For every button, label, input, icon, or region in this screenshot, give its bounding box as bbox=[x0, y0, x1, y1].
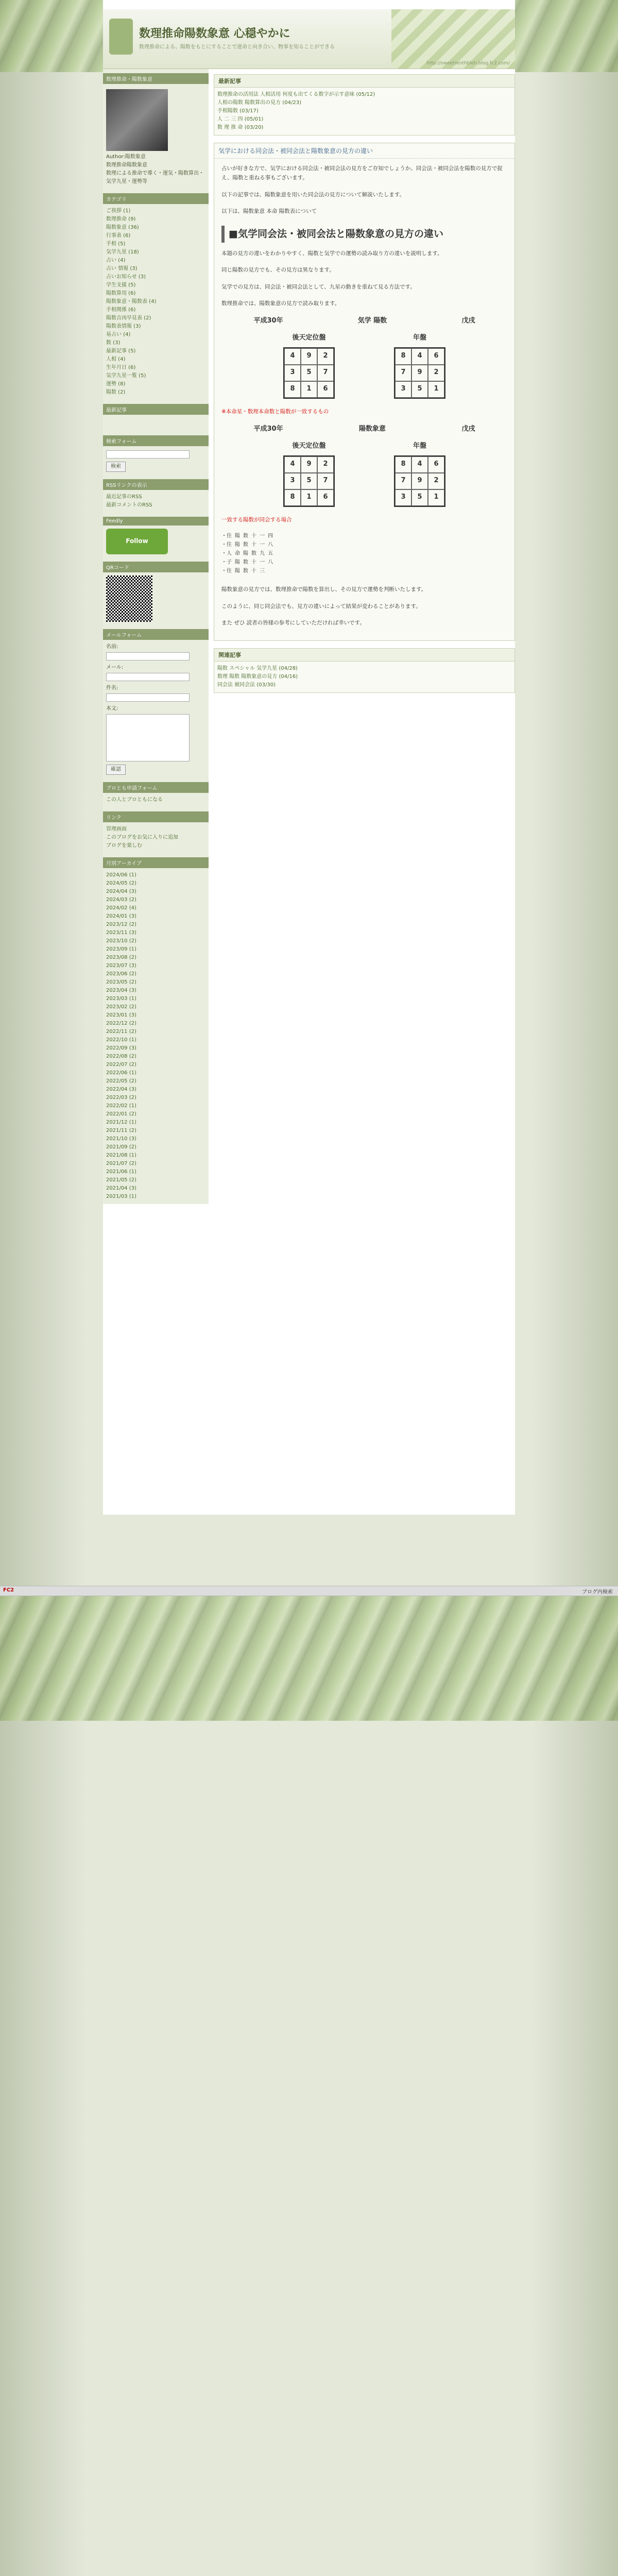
archive-item[interactable]: 2022/02 (1) bbox=[106, 1103, 136, 1109]
latest-item[interactable]: 人 二 三 四 (05/01) bbox=[217, 116, 264, 122]
search-input[interactable] bbox=[106, 450, 190, 459]
mail-subject-input[interactable] bbox=[106, 693, 190, 702]
closing-p1: 陽数象意の見方では、数理推命で陽数を算出し、その見方で運勢を判断いたします。 bbox=[221, 586, 427, 593]
category-item[interactable]: 行事表 (6) bbox=[106, 233, 131, 239]
fc2-logo[interactable]: FC2 bbox=[3, 1587, 14, 1593]
chart1-right bbox=[394, 330, 445, 399]
entry-body bbox=[214, 159, 514, 640]
qr-code bbox=[106, 575, 152, 622]
profile-image bbox=[106, 89, 168, 151]
grid-cell: 6 bbox=[317, 489, 334, 506]
category-item[interactable]: 数理推命 (9) bbox=[106, 216, 136, 222]
category-item[interactable]: 陽数算用 (6) bbox=[106, 291, 136, 296]
mail-name-label: 名前: bbox=[106, 644, 118, 650]
latest-sidebar-box bbox=[103, 415, 209, 431]
archive-item[interactable]: 2022/11 (2) bbox=[106, 1029, 136, 1035]
list-item: ・住 陽 数 十 一 八 bbox=[221, 542, 273, 548]
profile-sub: 数理推命陽数象意 bbox=[106, 162, 147, 168]
grid-cell: 4 bbox=[284, 348, 301, 365]
latest-sidebar-heading: 最新記事 bbox=[103, 404, 209, 415]
list-item: ・人 命 陽 数 九 五 bbox=[221, 551, 273, 556]
left-sidebar bbox=[103, 69, 209, 1204]
chart1-label-right: 年盤 bbox=[413, 334, 426, 342]
chart2-label-left: 後天定位盤 bbox=[292, 442, 326, 450]
category-item[interactable]: 最新記事 (5) bbox=[106, 348, 136, 354]
mail-address-input[interactable] bbox=[106, 673, 190, 681]
grid-cell: 3 bbox=[284, 365, 301, 381]
mail-subject-label: 件名: bbox=[106, 685, 118, 691]
latest-box bbox=[214, 74, 515, 135]
archive-item[interactable]: 2021/11 (2) bbox=[106, 1128, 136, 1133]
archive-item[interactable]: 2021/03 (1) bbox=[106, 1194, 136, 1199]
mail-form bbox=[103, 640, 209, 778]
related-link[interactable]: 数理 陽数 陽数象意の見方 (04/16) bbox=[217, 673, 298, 680]
mail-body-input[interactable] bbox=[106, 714, 190, 761]
grid-cell: 2 bbox=[317, 456, 334, 473]
category-item[interactable]: 気学九星一覧 (5) bbox=[106, 373, 146, 379]
grid-cell: 8 bbox=[284, 381, 301, 398]
related-list bbox=[214, 662, 514, 692]
archive-item[interactable]: 2022/07 (2) bbox=[106, 1062, 136, 1067]
related-heading: 関連記事 bbox=[214, 649, 514, 662]
main-content bbox=[214, 69, 515, 693]
category-item[interactable]: 陽数 (2) bbox=[106, 389, 126, 395]
site-logo bbox=[109, 19, 133, 55]
profile-heading: 数理推命・陽数象意 bbox=[103, 73, 209, 84]
rss-box bbox=[103, 490, 209, 513]
archive-item[interactable]: 2022/03 (2) bbox=[106, 1095, 136, 1100]
rss-heading: RSSリンクの表示 bbox=[103, 479, 209, 490]
magic-square-grid bbox=[394, 455, 445, 507]
magic-square-grid bbox=[283, 347, 335, 399]
mail-address-label: メール: bbox=[106, 665, 124, 670]
category-item[interactable]: 数 (3) bbox=[106, 340, 121, 346]
search-heading: 検索フォーム bbox=[103, 435, 209, 446]
grid-cell: 1 bbox=[428, 489, 444, 506]
chart2-title-right: 戊戌 bbox=[461, 425, 475, 433]
archive-item[interactable]: 2023/03 (1) bbox=[106, 996, 136, 1002]
category-item[interactable]: 易占い (4) bbox=[106, 332, 131, 337]
blogfriend-link[interactable]: この人とブロともになる bbox=[106, 797, 163, 803]
blogfriend-box bbox=[103, 793, 209, 807]
grid-cell: 9 bbox=[301, 348, 317, 365]
note-red-2: 一致する陽数が同会する場合 bbox=[221, 516, 292, 523]
rss-link-comments[interactable]: 最新コメントのRSS bbox=[106, 502, 152, 508]
category-item[interactable]: 陽数表情報 (3) bbox=[106, 324, 141, 329]
category-item[interactable]: 気学九星 (18) bbox=[106, 249, 139, 255]
archive-item[interactable]: 2023/10 (2) bbox=[106, 938, 136, 944]
categories-heading: カテゴリ bbox=[103, 193, 209, 204]
grid-cell: 9 bbox=[411, 365, 428, 381]
fc2-search-link[interactable]: ブログ内検索 bbox=[582, 1589, 613, 1595]
yang-list bbox=[221, 532, 507, 575]
grid-cell: 6 bbox=[428, 456, 444, 473]
site-subtitle: 数理推命による、陽数をもとにすることで運命と向き合い、物事を知ることができる bbox=[139, 44, 335, 50]
header-leaves bbox=[391, 9, 515, 69]
archive-item[interactable]: 2024/02 (4) bbox=[106, 905, 136, 911]
category-item[interactable]: 手相 (5) bbox=[106, 241, 126, 247]
grid-cell: 9 bbox=[411, 473, 428, 489]
chart2-title-mid: 陽数象意 bbox=[359, 425, 386, 433]
site-title[interactable]: 数理推命陽数象意 心穏やかに bbox=[139, 27, 290, 40]
magic-square-grid bbox=[394, 347, 445, 399]
category-item[interactable]: 占い 情報 (3) bbox=[106, 266, 138, 272]
chart1-title-mid: 気学 陽数 bbox=[357, 317, 387, 325]
archive-item[interactable]: 2022/12 (2) bbox=[106, 1021, 136, 1026]
grid-cell: 3 bbox=[395, 489, 411, 506]
profile-name: Author:陽数象意 bbox=[106, 154, 146, 160]
related-box bbox=[214, 648, 515, 693]
category-item[interactable]: 占いお知らせ (3) bbox=[106, 274, 146, 280]
archive-item[interactable]: 2023/09 (1) bbox=[106, 946, 136, 952]
chart2-title-left: 平成30年 bbox=[253, 425, 283, 433]
category-item[interactable]: 占い (4) bbox=[106, 258, 126, 263]
chart2-pair bbox=[254, 438, 475, 507]
grid-cell: 4 bbox=[411, 348, 428, 365]
link-enjoy[interactable]: ブログを楽しむ bbox=[106, 843, 142, 849]
archive-item[interactable]: 2021/10 (3) bbox=[106, 1136, 136, 1142]
categories-list bbox=[103, 204, 209, 400]
link-favorite[interactable]: このブログをお気に入りに追加 bbox=[106, 835, 178, 840]
list-item: ・住 陽 数 十 一 四 bbox=[221, 533, 273, 539]
grid-cell: 7 bbox=[395, 473, 411, 489]
archive-item[interactable]: 2023/04 (3) bbox=[106, 988, 136, 993]
archive-item[interactable]: 2021/09 (2) bbox=[106, 1144, 136, 1150]
entry-box bbox=[214, 143, 515, 641]
category-item[interactable]: 生年月日 (6) bbox=[106, 365, 136, 370]
grid-cell: 2 bbox=[317, 348, 334, 365]
magic-square-grid bbox=[283, 455, 335, 507]
mail-body-label: 本文: bbox=[106, 706, 118, 711]
grid-cell: 5 bbox=[301, 473, 317, 489]
grid-cell: 5 bbox=[411, 489, 428, 506]
qr-box bbox=[103, 572, 209, 625]
body-p3: 気学での見方は、同会法・被同会法として、九星の動きを重ねて見る方法です。 bbox=[221, 283, 416, 290]
grid-cell: 7 bbox=[395, 365, 411, 381]
category-item[interactable]: 人相 (4) bbox=[106, 357, 126, 362]
archive-item[interactable]: 2021/08 (1) bbox=[106, 1153, 136, 1158]
archive-item[interactable]: 2022/05 (2) bbox=[106, 1078, 136, 1084]
grid-cell: 1 bbox=[301, 489, 317, 506]
category-item[interactable]: 手相関係 (6) bbox=[106, 307, 136, 313]
archive-item[interactable]: 2023/02 (2) bbox=[106, 1004, 136, 1010]
profile-box bbox=[103, 84, 209, 189]
grid-cell: 1 bbox=[301, 381, 317, 398]
archive-item[interactable]: 2021/04 (3) bbox=[106, 1185, 136, 1191]
grid-cell: 3 bbox=[284, 473, 301, 489]
links-box bbox=[103, 822, 209, 853]
grid-cell: 8 bbox=[395, 456, 411, 473]
archive-heading: 月別アーカイブ bbox=[103, 857, 209, 868]
archive-item[interactable]: 2021/05 (2) bbox=[106, 1177, 136, 1183]
archive-item[interactable]: 2024/04 (3) bbox=[106, 889, 136, 894]
grid-cell: 7 bbox=[317, 365, 334, 381]
follow-label: Follow bbox=[126, 537, 148, 545]
category-item[interactable]: ご挨拶 (1) bbox=[106, 208, 131, 214]
archive-item[interactable]: 2023/05 (2) bbox=[106, 979, 136, 985]
archive-item[interactable]: 2022/06 (1) bbox=[106, 1070, 136, 1076]
archive-item[interactable]: 2021/12 (1) bbox=[106, 1120, 136, 1125]
intro-p2: 以下の記事では、陽数象意を用いた同会法の見方について解説いたします。 bbox=[221, 191, 405, 198]
category-item[interactable]: 陽数吉凶早見表 (2) bbox=[106, 315, 151, 321]
link-admin[interactable]: 管理画面 bbox=[106, 826, 127, 832]
site-url[interactable]: http://sweetrenthbleh.blog.fc2.com/ bbox=[426, 61, 510, 66]
note-red-1: ※本命星・数理本命数と陽数が一致するもの bbox=[221, 408, 329, 415]
latest-heading: 最新記事 bbox=[214, 75, 514, 88]
blogfriend-heading: ブロとも申請フォーム bbox=[103, 782, 209, 793]
grid-cell: 6 bbox=[428, 348, 444, 365]
intro-p3: 以下は、陽数象意 本命 陽数表について bbox=[221, 208, 317, 215]
archive-item[interactable]: 2022/04 (3) bbox=[106, 1087, 136, 1092]
grid-cell: 8 bbox=[395, 348, 411, 365]
grid-cell: 8 bbox=[284, 489, 301, 506]
grid-cell: 9 bbox=[301, 456, 317, 473]
body-p1: 本題の見方の違いをわかりやすく、陽数と気学での運勢の読み取り方の違いを説明します。 bbox=[221, 250, 443, 257]
latest-item[interactable]: 数理推命の活用法 人相活用 何度も出てくる数字が示す意味 (05/12) bbox=[217, 92, 375, 97]
follow-box bbox=[103, 526, 209, 557]
archive-item[interactable]: 2024/03 (2) bbox=[106, 897, 136, 903]
latest-item[interactable]: 数 理 推 命 (03/20) bbox=[217, 125, 264, 130]
grid-cell: 2 bbox=[428, 365, 444, 381]
archive-item[interactable]: 2024/01 (3) bbox=[106, 913, 136, 919]
category-item[interactable]: 陽数象意 (36) bbox=[106, 225, 139, 230]
mail-name-input[interactable] bbox=[106, 652, 190, 660]
entry-title[interactable]: 気学における同会法・被同会法と陽数象意の見方の違い bbox=[214, 143, 514, 159]
archive-item[interactable]: 2023/12 (2) bbox=[106, 922, 136, 927]
archive-item[interactable]: 2023/01 (3) bbox=[106, 1012, 136, 1018]
search-box bbox=[103, 446, 209, 475]
body-p2: 同じ陽数の見方でも、その見方は異なります。 bbox=[221, 267, 335, 274]
related-link[interactable]: 同会法 被同会法 (03/30) bbox=[217, 682, 276, 688]
archive-list bbox=[103, 868, 209, 1204]
chart1-left bbox=[283, 330, 335, 399]
profile-text: 数理による推命で導く・運気・陽数算出・気学九星・運勢等 bbox=[106, 171, 204, 184]
search-button[interactable]: 検索 bbox=[106, 462, 126, 472]
category-item[interactable]: 運勢 (8) bbox=[106, 381, 126, 387]
archive-item[interactable]: 2022/01 (2) bbox=[106, 1111, 136, 1117]
latest-item[interactable]: 手相陽数 (03/17) bbox=[217, 108, 259, 114]
mail-heading: メールフォーム bbox=[103, 629, 209, 640]
chart2-title-row bbox=[254, 423, 475, 435]
category-item[interactable]: 陽数象意・陽数表 (4) bbox=[106, 299, 157, 304]
grid-cell: 3 bbox=[395, 381, 411, 398]
archive-item[interactable]: 2021/07 (2) bbox=[106, 1161, 136, 1166]
chart2-left bbox=[283, 438, 335, 507]
closing-p3: また ぜひ 読者の皆様の参考にしていただければ幸いです。 bbox=[221, 620, 365, 626]
latest-list bbox=[214, 88, 514, 135]
chart2-right bbox=[394, 438, 445, 507]
follow-heading: Feedly bbox=[103, 517, 209, 526]
archive-item[interactable]: 2023/07 (3) bbox=[106, 963, 136, 969]
archive-item[interactable]: 2024/06 (1) bbox=[106, 872, 136, 878]
list-item: ・子 陽 数 十 一 八 bbox=[221, 560, 273, 565]
chart1-pair bbox=[254, 330, 475, 399]
category-item[interactable]: 学生支援 (5) bbox=[106, 282, 136, 288]
grid-cell: 6 bbox=[317, 381, 334, 398]
follow-button[interactable] bbox=[106, 529, 168, 554]
grid-cell: 5 bbox=[411, 381, 428, 398]
chart1-title-left: 平成30年 bbox=[253, 317, 283, 325]
links-heading: リンク bbox=[103, 811, 209, 822]
chart1-title-row bbox=[254, 315, 475, 327]
chart2-label-right: 年盤 bbox=[413, 442, 426, 450]
archive-item[interactable]: 2024/05 (2) bbox=[106, 880, 136, 886]
chart1-title-right: 戊戌 bbox=[461, 317, 475, 325]
qr-heading: QRコード bbox=[103, 562, 209, 572]
intro-p1: 占いが好きな方で、気学における同会法・被同会法の見方をご存知でしょうか。同会法・被同会法を陽数の見方で捉え、陽数と重ねる事もございます。 bbox=[221, 165, 503, 181]
site-header bbox=[103, 9, 515, 69]
body-p4: 数理推命では、陽数象意の見方で読み取ります。 bbox=[221, 300, 340, 307]
latest-item[interactable]: 人相の陽数 陽数算出の見方 (04/23) bbox=[217, 100, 301, 106]
grid-cell: 2 bbox=[428, 473, 444, 489]
archive-item[interactable]: 2022/08 (2) bbox=[106, 1054, 136, 1059]
grid-cell: 1 bbox=[428, 381, 444, 398]
fc2-bar bbox=[0, 1586, 618, 1596]
archive-item[interactable]: 2023/06 (2) bbox=[106, 971, 136, 977]
grid-cell: 7 bbox=[317, 473, 334, 489]
section-heading: ■気学同会法・被同会法と陽数象意の見方の違い bbox=[221, 226, 507, 243]
chart1-label-left: 後天定位盤 bbox=[292, 334, 326, 342]
archive-item[interactable]: 2022/09 (3) bbox=[106, 1045, 136, 1051]
list-item: ・住 陽 数 十 三 bbox=[221, 568, 265, 574]
related-link[interactable]: 陽数 スペシャル 気学九星 (04/28) bbox=[217, 665, 298, 671]
archive-item[interactable]: 2021/06 (1) bbox=[106, 1169, 136, 1175]
leaf-band-middle bbox=[0, 1587, 618, 1721]
grid-cell: 5 bbox=[301, 365, 317, 381]
archive-item[interactable]: 2023/08 (2) bbox=[106, 955, 136, 960]
archive-item[interactable]: 2022/10 (1) bbox=[106, 1037, 136, 1043]
grid-cell: 4 bbox=[411, 456, 428, 473]
grid-cell: 4 bbox=[284, 456, 301, 473]
mail-submit-button[interactable]: 確認 bbox=[106, 765, 126, 775]
rss-link-articles[interactable]: 最近記事のRSS bbox=[106, 494, 142, 500]
closing-p2: このように、同じ同会法でも、見方の違いによって結果が変わることがあります。 bbox=[221, 603, 421, 609]
archive-item[interactable]: 2023/11 (3) bbox=[106, 930, 136, 936]
